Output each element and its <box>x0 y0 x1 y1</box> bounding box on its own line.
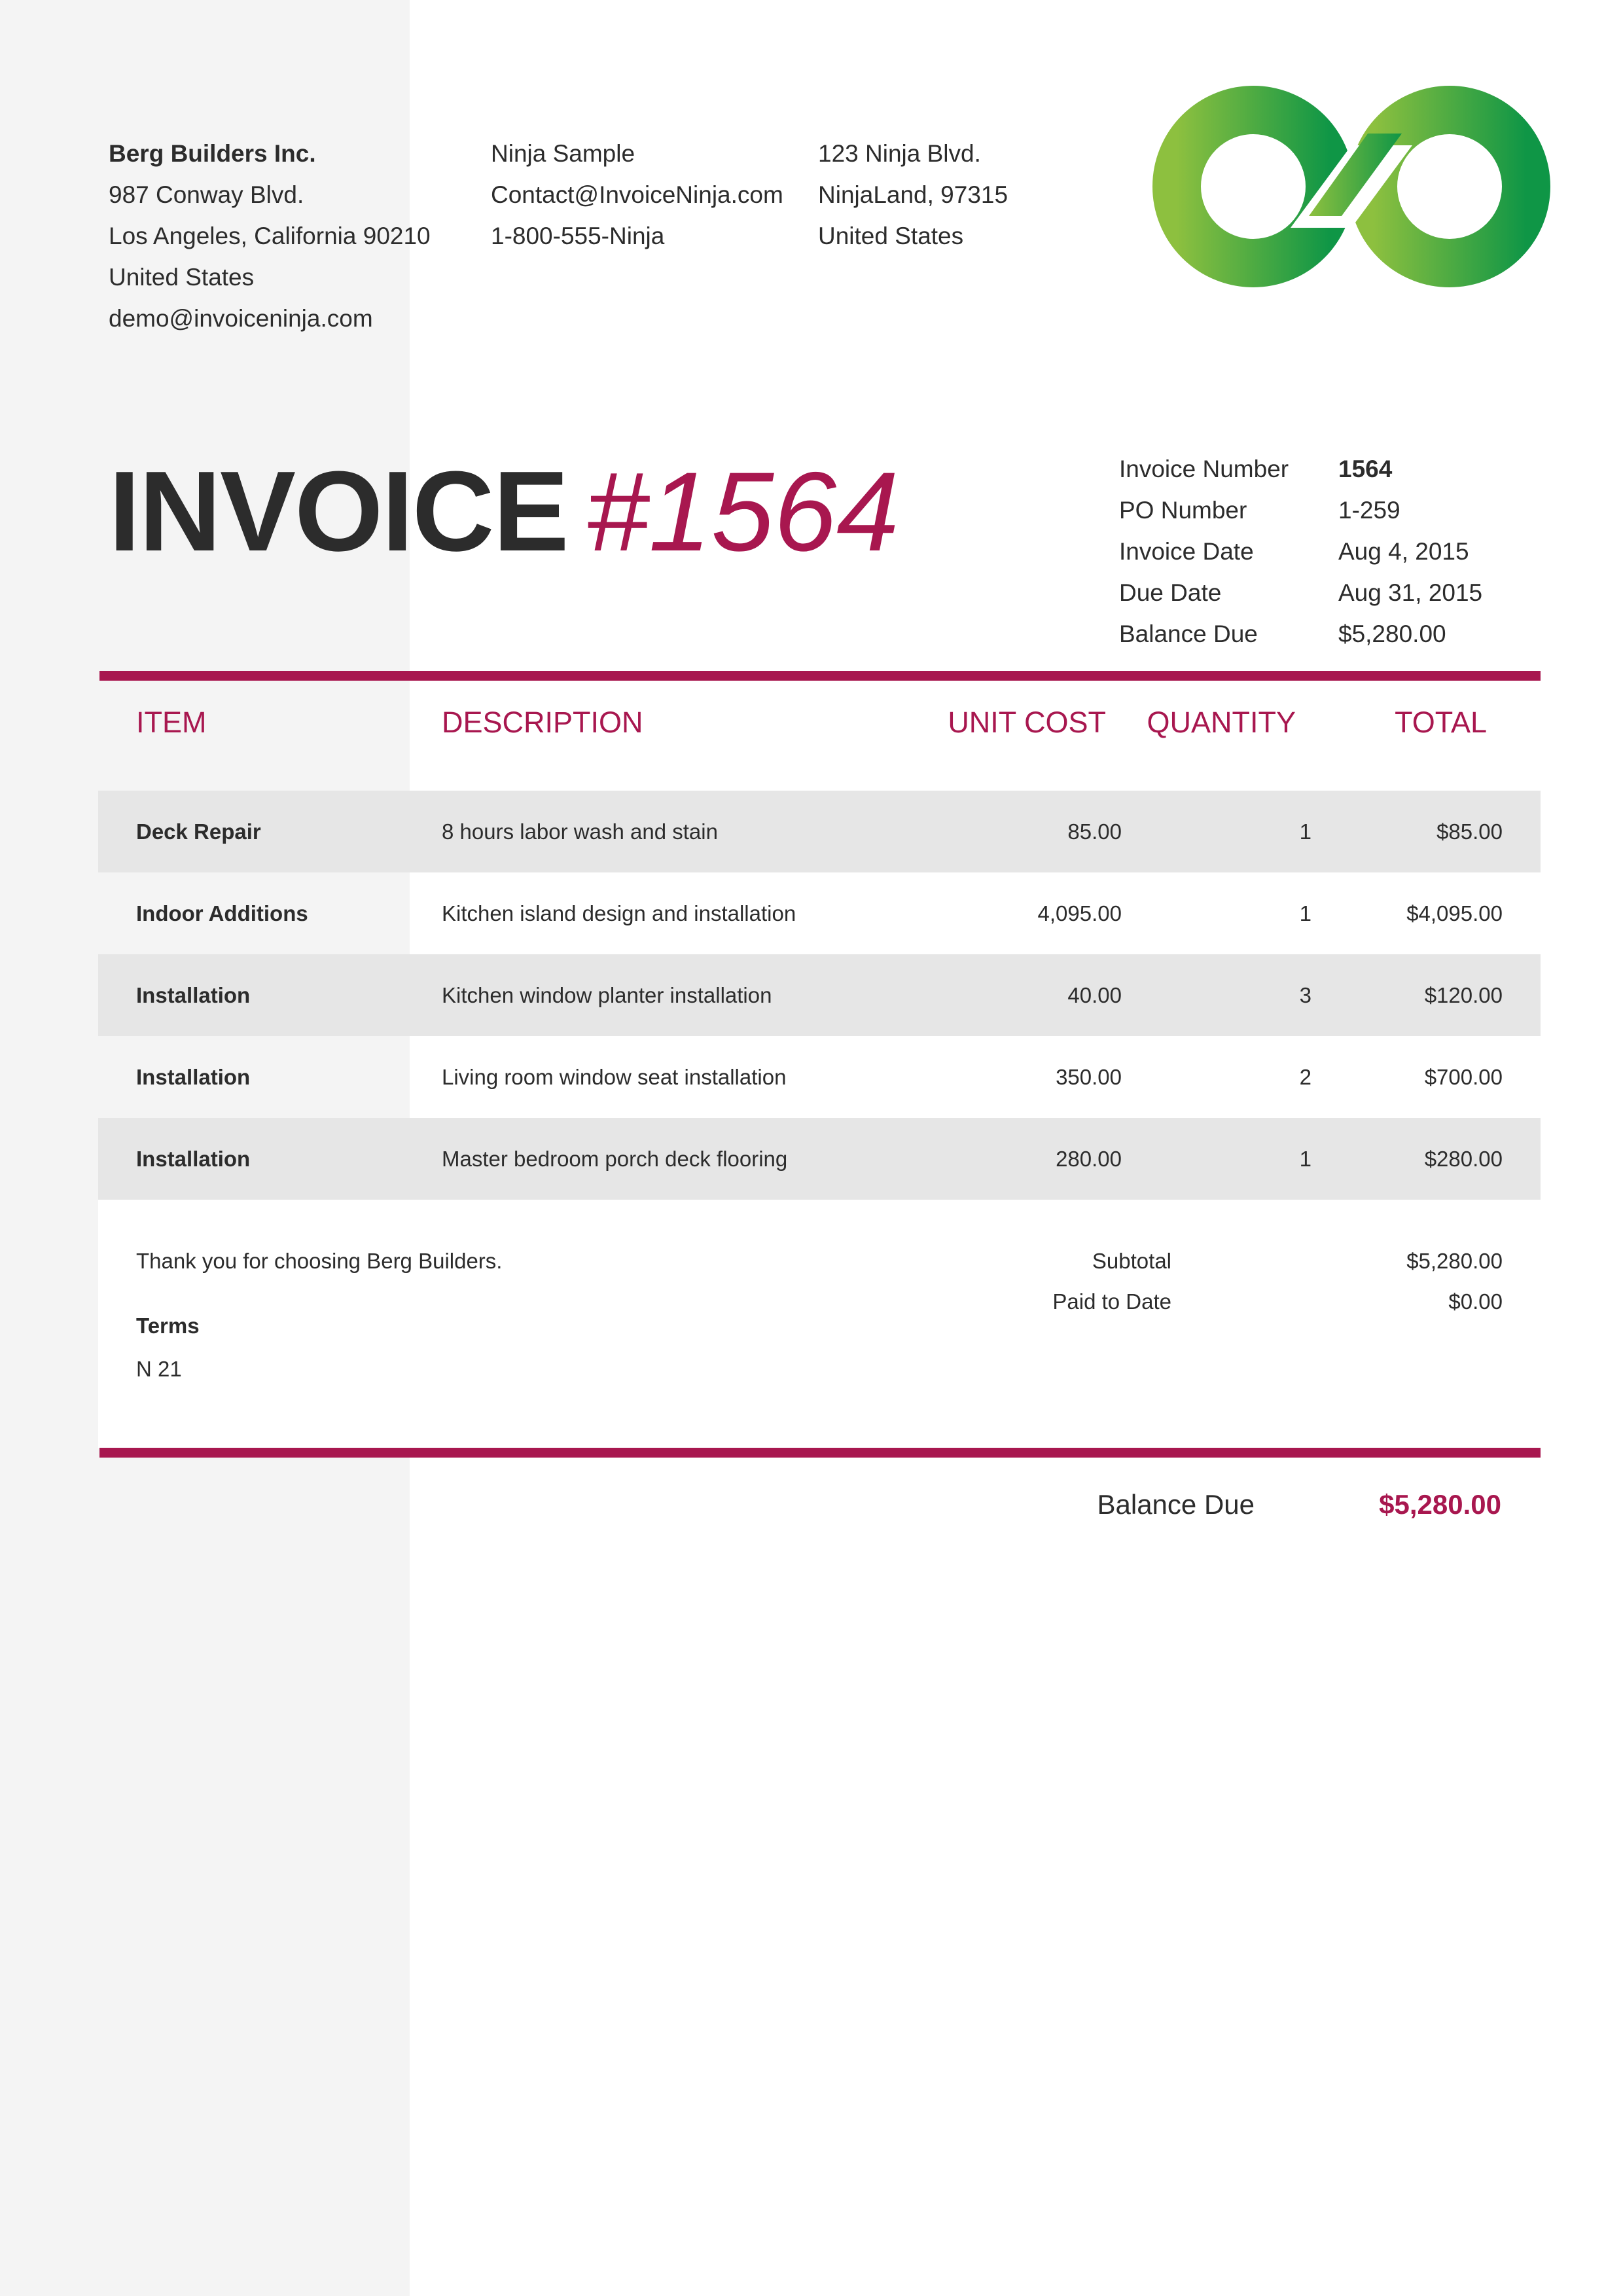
column-header-item: ITEM <box>136 706 207 739</box>
invoice-word: INVOICE <box>109 447 568 575</box>
meta-label: Invoice Date <box>1119 538 1254 565</box>
top-divider <box>99 671 1541 681</box>
row-item: Deck Repair <box>136 819 261 844</box>
company-block <box>109 133 431 339</box>
row-unit-cost: 4,095.00 <box>1037 901 1122 925</box>
table-row <box>98 1118 1541 1200</box>
row-quantity: 3 <box>1299 983 1311 1007</box>
row-description: Kitchen window planter installation <box>442 983 772 1007</box>
meta-row <box>1119 490 1482 531</box>
row-quantity: 2 <box>1299 1065 1311 1089</box>
row-unit-cost: 40.00 <box>1067 983 1122 1007</box>
meta-row <box>1119 572 1482 613</box>
terms-label: Terms <box>136 1314 200 1338</box>
paid-to-date-label: Paid to Date <box>1052 1289 1171 1314</box>
paid-to-date-value: $0.00 <box>1448 1289 1503 1314</box>
balance-due-value: $5,280.00 <box>1379 1489 1501 1520</box>
meta-label: Balance Due <box>1119 620 1258 647</box>
row-unit-cost: 350.00 <box>1056 1065 1122 1089</box>
invoice-number-title: #1564 <box>586 449 899 575</box>
company-address-line: 987 Conway Blvd. <box>109 181 304 208</box>
column-header-description: DESCRIPTION <box>442 706 643 739</box>
bottom-divider <box>99 1448 1541 1458</box>
meta-row <box>1119 613 1482 655</box>
row-total: $280.00 <box>1424 1147 1503 1171</box>
table-row <box>98 1036 1541 1118</box>
client-phone: 1-800-555-Ninja <box>491 223 665 249</box>
client-address-block <box>818 133 1008 257</box>
row-unit-cost: 280.00 <box>1056 1147 1122 1171</box>
row-total: $120.00 <box>1424 983 1503 1007</box>
client-address-line: NinjaLand, 97315 <box>818 181 1008 208</box>
row-total: $700.00 <box>1424 1065 1503 1089</box>
column-header-unit-cost: UNIT COST <box>948 706 1106 739</box>
row-item: Installation <box>136 983 251 1007</box>
row-quantity: 1 <box>1299 901 1311 925</box>
meta-value: Aug 4, 2015 <box>1338 538 1469 565</box>
row-quantity: 1 <box>1299 819 1311 844</box>
row-description: Kitchen island design and installation <box>442 901 796 925</box>
company-address-line: United States <box>109 264 255 291</box>
meta-value: $5,280.00 <box>1338 620 1446 647</box>
company-name: Berg Builders Inc. <box>109 140 316 167</box>
company-address-line: Los Angeles, California 90210 <box>109 223 431 249</box>
meta-label: Due Date <box>1119 579 1222 606</box>
meta-row <box>1119 531 1482 572</box>
thank-you-note: Thank you for choosing Berg Builders. <box>136 1249 503 1273</box>
row-item: Installation <box>136 1065 251 1089</box>
footer-panel <box>98 1200 1541 1448</box>
meta-value: Aug 31, 2015 <box>1338 579 1483 606</box>
page-title <box>109 445 899 577</box>
row-unit-cost: 85.00 <box>1067 819 1122 844</box>
subtotal-value: $5,280.00 <box>1406 1249 1503 1273</box>
company-email[interactable]: demo@invoiceninja.com <box>109 305 373 332</box>
terms-value: N 21 <box>136 1357 182 1381</box>
row-description: 8 hours labor wash and stain <box>442 819 718 844</box>
column-header-total: TOTAL <box>1395 706 1487 739</box>
table-row <box>98 872 1541 954</box>
row-item: Indoor Additions <box>136 901 308 925</box>
invoice-meta <box>1119 448 1482 655</box>
client-email[interactable]: Contact@InvoiceNinja.com <box>491 181 783 208</box>
row-total: $85.00 <box>1436 819 1503 844</box>
client-contact-block <box>491 133 783 257</box>
row-quantity: 1 <box>1299 1147 1311 1171</box>
row-description: Master bedroom porch deck flooring <box>442 1147 788 1171</box>
meta-value: 1564 <box>1338 456 1393 482</box>
row-total: $4,095.00 <box>1406 901 1503 925</box>
balance-due-label: Balance Due <box>1097 1489 1255 1520</box>
client-address-line: United States <box>818 223 964 249</box>
meta-label: Invoice Number <box>1119 456 1289 482</box>
table-row <box>98 954 1541 1036</box>
client-address-line: 123 Ninja Blvd. <box>818 140 981 167</box>
meta-label: PO Number <box>1119 497 1247 524</box>
client-name: Ninja Sample <box>491 140 635 167</box>
subtotal-label: Subtotal <box>1092 1249 1171 1273</box>
column-header-quantity: QUANTITY <box>1147 706 1296 739</box>
meta-value: 1-259 <box>1338 497 1400 524</box>
table-row <box>98 791 1541 872</box>
infinity-logo-icon <box>1145 80 1558 295</box>
row-item: Installation <box>136 1147 251 1171</box>
row-description: Living room window seat installation <box>442 1065 787 1089</box>
meta-row <box>1119 448 1482 490</box>
